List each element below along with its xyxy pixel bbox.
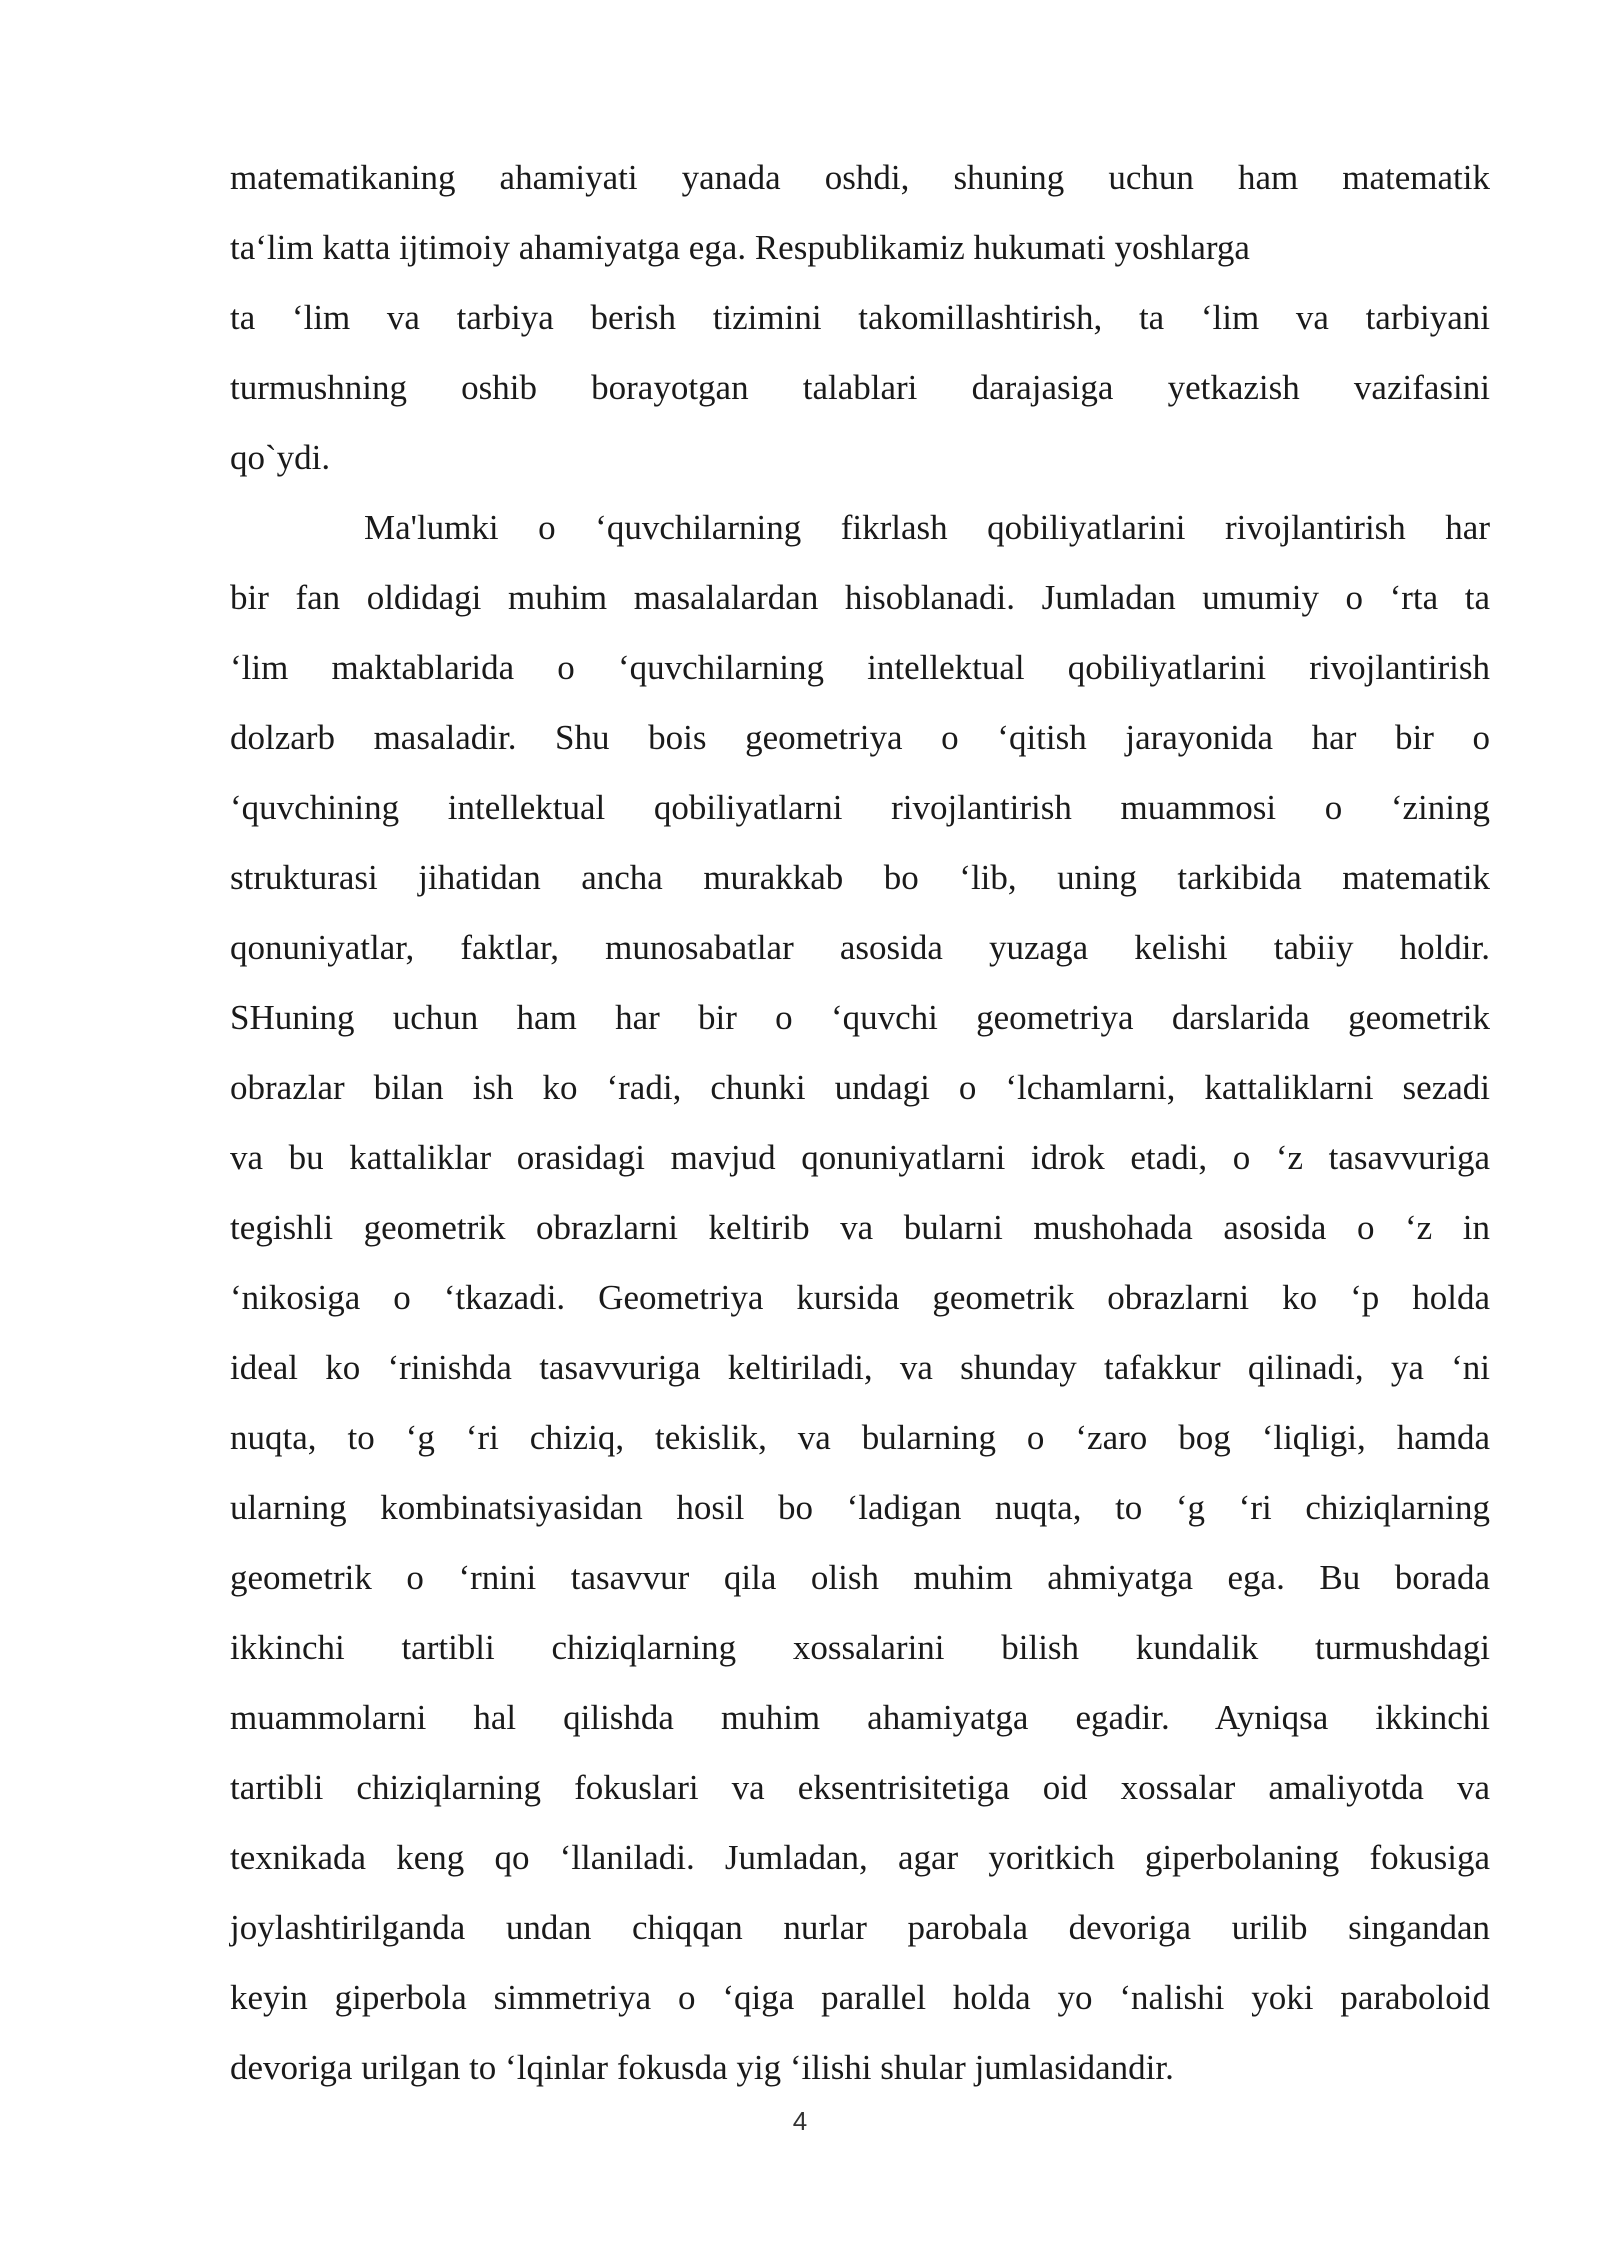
paragraph-line: SHuning uchun ham har bir o ‘quvchi geometriya darslarida geometrik bbox=[230, 998, 1490, 1037]
paragraph-line: turmushning oshib borayotgan talablari darajasiga yetkazish vazifasini bbox=[230, 368, 1490, 407]
paragraph-2 bbox=[230, 493, 1490, 2103]
paragraph-line: qonuniyatlar, faktlar, munosabatlar asosida yuzaga kelishi tabiiy holdir. bbox=[230, 928, 1490, 967]
paragraph-line: tartibli chiziqlarning fokuslari va eksentrisitetiga oid xossalar amaliyotda va bbox=[230, 1768, 1490, 1807]
paragraph-line: devoriga urilgan to ‘lqinlar fokusda yig ‘ilishi shular jumlasidandir. bbox=[230, 2048, 1174, 2087]
paragraph-line: ideal ko ‘rinishda tasavvuriga keltiriladi, va shunday tafakkur qilinadi, ya ‘ni bbox=[230, 1348, 1490, 1387]
paragraph-line: joylashtirilganda undan chiqqan nurlar parobala devoriga urilib singandan bbox=[230, 1908, 1490, 1947]
paragraph-line: ikkinchi tartibli chiziqlarning xossalarini bilish kundalik turmushdagi bbox=[230, 1628, 1490, 1667]
paragraph-line: ‘quvchining intellektual qobiliyatlarni rivojlantirish muammosi o ‘zining bbox=[230, 788, 1490, 827]
paragraph-line: obrazlar bilan ish ko ‘radi, chunki undagi o ‘lchamlarni, kattaliklarni sezadi bbox=[230, 1068, 1490, 1107]
paragraph-line: geometrik o ‘rnini tasavvur qila olish muhim ahmiyatga ega. Bu borada bbox=[230, 1558, 1490, 1597]
paragraph-line: muammolarni hal qilishda muhim ahamiyatga egadir. Ayniqsa ikkinchi bbox=[230, 1698, 1490, 1737]
page-number: 4 bbox=[792, 2106, 808, 2136]
paragraph-line: nuqta, to ‘g ‘ri chiziq, tekislik, va bularning o ‘zaro bog ‘liqligi, hamda bbox=[230, 1418, 1490, 1457]
paragraph-line: va bu kattaliklar orasidagi mavjud qonuniyatlarni idrok etadi, o ‘z tasavvuriga bbox=[230, 1138, 1490, 1177]
paragraph-line: keyin giperbola simmetriya o ‘qiga parallel holda yo ‘nalishi yoki paraboloid bbox=[230, 1978, 1490, 2017]
paragraph-line: Ma'lumki o ‘quvchilarning fikrlash qobiliyatlarini rivojlantirish har bbox=[364, 508, 1490, 547]
paragraph-1 bbox=[230, 143, 1490, 493]
paragraph-line: ta‘lim katta ijtimoiy ahamiyatga ega. Respublikamiz hukumati yoshlarga bbox=[230, 228, 1250, 267]
paragraph-line: matematikaning ahamiyati yanada oshdi, shuning uchun ham matematik bbox=[230, 158, 1490, 197]
paragraph-line: tegishli geometrik obrazlarni keltirib va bularni mushohada asosida o ‘z in bbox=[230, 1208, 1490, 1247]
paragraph-line: qo`ydi. bbox=[230, 438, 331, 477]
paragraph-line: texnikada keng qo ‘llaniladi. Jumladan, agar yoritkich giperbolaning fokusiga bbox=[230, 1838, 1490, 1877]
paragraph-line: dolzarb masaladir. Shu bois geometriya o ‘qitish jarayonida har bir o bbox=[230, 718, 1490, 757]
paragraph-line: ‘lim maktablarida o ‘quvchilarning intellektual qobiliyatlarini rivojlantirish bbox=[230, 648, 1490, 687]
paragraph-line: bir fan oldidagi muhim masalalardan hisoblanadi. Jumladan umumiy o ‘rta ta bbox=[230, 578, 1490, 617]
paragraph-line: ularning kombinatsiyasidan hosil bo ‘ladigan nuqta, to ‘g ‘ri chiziqlarning bbox=[230, 1488, 1490, 1527]
paragraph-line: ‘nikosiga o ‘tkazadi. Geometriya kursida geometrik obrazlarni ko ‘p holda bbox=[230, 1278, 1490, 1317]
paragraph-line: ta ‘lim va tarbiya berish tizimini takomillashtirish, ta ‘lim va tarbiyani bbox=[230, 298, 1490, 337]
paragraph-line: strukturasi jihatidan ancha murakkab bo ‘lib, uning tarkibida matematik bbox=[230, 858, 1490, 897]
